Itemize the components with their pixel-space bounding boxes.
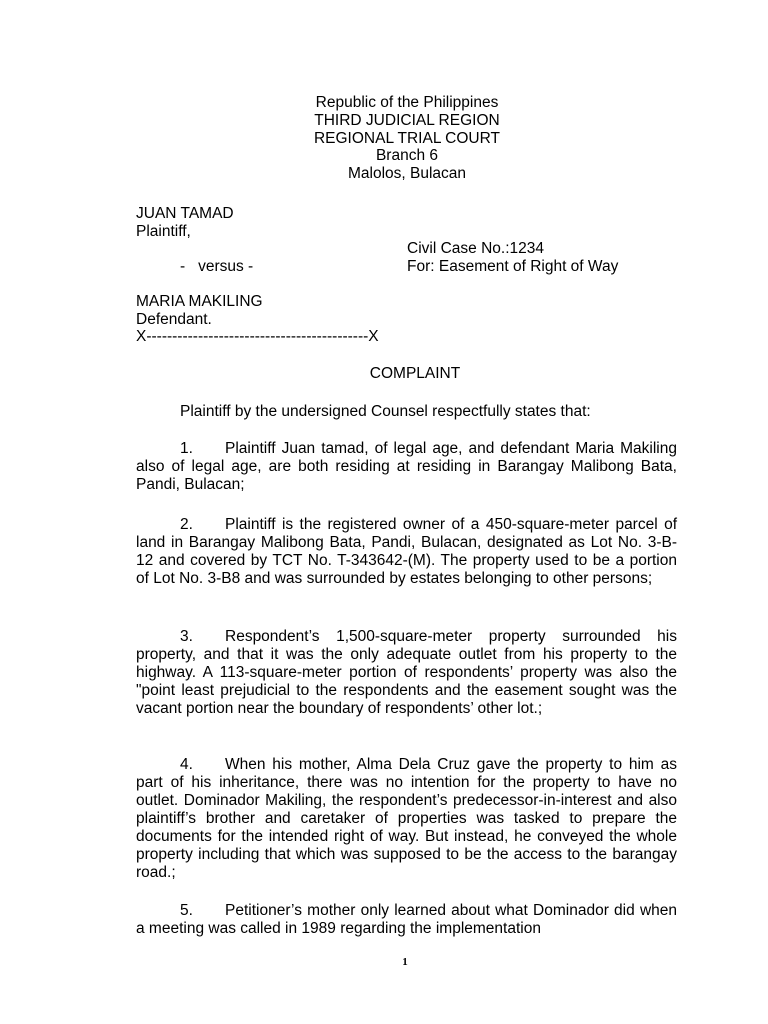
paragraph-5 (136, 902, 677, 938)
header-branch: Branch 6 (375, 147, 439, 165)
plaintiff-label: Plaintiff, (136, 222, 191, 240)
header-region: THIRD JUDICIAL REGION (314, 111, 500, 129)
paragraph-3 (136, 628, 677, 718)
paragraph-text: Petitioner’s mother only learned about what Dominador did when a meeting was called in 1989 regarding the implementation (136, 902, 677, 937)
paragraph-2 (136, 516, 677, 588)
caption-separator: X-------------------------------------------X (136, 328, 379, 346)
document-title: COMPLAINT (369, 365, 461, 382)
paragraph-text: Respondent’s 1,500-square-meter property surrounded his property, and that it was the only adequate outlet from his property to the highway. A 113-square-meter portion of respondents’ property was also the "point least prejudicial to the respondents and the easement sought was the vacant portion near the boundary of respondents’ other lot.; (136, 628, 677, 717)
paragraph-1 (136, 440, 677, 494)
paragraph-number: 5. (180, 902, 193, 919)
case-number: Civil Case No.:1234 (407, 240, 544, 258)
paragraph-4 (136, 756, 677, 882)
plaintiff-name: JUAN TAMAD (136, 205, 234, 222)
defendant-name: MARIA MAKILING (136, 292, 263, 310)
court-header (0, 94, 768, 183)
header-location: Malolos, Bulacan (347, 165, 467, 183)
case-caption (136, 205, 696, 346)
paragraph-number: 2. (180, 516, 193, 533)
paragraph-number: 4. (180, 756, 193, 773)
intro-text: Plaintiff by the undersigned Counsel respectfully states that: (180, 403, 591, 420)
page-number: 1 (402, 956, 408, 968)
paragraph-text: Plaintiff is the registered owner of a 450-square-meter parcel of land in Barangay Malibong Bata, Pandi, Bulacan, designated as Lot No. 3-B-12 and covered by TCT No. T-343642-(M). The property used to be a portion of Lot No. 3-B8 and was surrounded by estates belonging to other persons; (136, 516, 677, 587)
case-subject: For: Easement of Right of Way (407, 257, 619, 275)
paragraph-text: When his mother, Alma Dela Cruz gave the property to him as part of his inheritance, there was no intention for the property to have no outlet. Dominador Makiling, the respondent’s predecessor-in-interest and also plaintiff’s brother and caretaker of properties was tasked to prepare the documents for the intended right of way. But instead, he conveyed the whole property including that which was supposed to be the access to the barangay road.; (136, 756, 677, 881)
header-court: REGIONAL TRIAL COURT (313, 129, 501, 147)
paragraph-number: 3. (180, 628, 193, 645)
versus-label: - versus - (180, 257, 254, 275)
header-republic: Republic of the Philippines (315, 94, 499, 111)
defendant-label: Defendant. (136, 310, 212, 328)
paragraph-text: Plaintiff Juan tamad, of legal age, and defendant Maria Makiling also of legal age, are both residing at residing in Barangay Malibong Bata, Pandi, Bulacan; (136, 440, 677, 493)
paragraph-number: 1. (180, 440, 193, 457)
